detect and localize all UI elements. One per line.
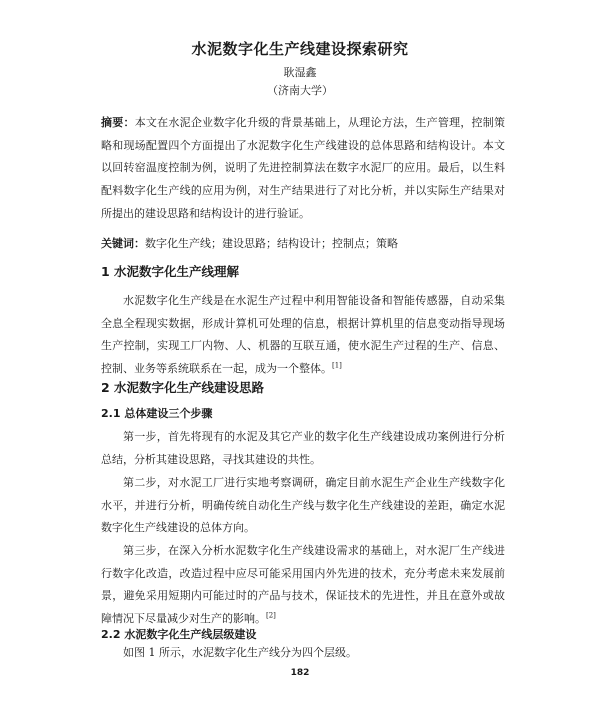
section-2-1-paragraph-3-text: 第三步，在深入分析水泥数字化生产线建设需求的基础上，对水泥厂生产线进行数字化改造，改造过程中应尽可能采用国内外先进的技术，充分考虑未来发展前景，避免采用短期内可能过时的产品与技术，保证技术的先进性，并且在意外或故障情况下尽量减少对生产的影响。 bbox=[101, 544, 505, 626]
abstract-text: 本文在水泥企业数字化升级的背景基础上，从理论方法，生产管理，控制策略和现场配置四个方面提出了水泥数字化生产线建设的总体思路和结构设计。本文以回转窑温度控制为例，说明了先进控制算法在数字水泥厂的应用。最后，以生料配料数字化生产线的应用为例，对生产结果进行了对比分析，并以实际生产结果对所提出的建设思路和结构设计的进行验证。 bbox=[101, 116, 505, 220]
page-number: 182 bbox=[290, 668, 310, 678]
abstract-label: 摘要： bbox=[101, 116, 135, 129]
section-2-1-paragraph-1: 第一步，首先将现有的水泥及其它产业的数字化生产线建设成功案例进行分析总结，分析其建设思路，寻找其建设的共性。 bbox=[101, 430, 505, 466]
citation-2: [2] bbox=[266, 611, 276, 620]
paper-title: 水泥数字化生产线建设探索研究 bbox=[191, 40, 409, 58]
keywords-text: 数字化生产线；建设思路；结构设计；控制点；策略 bbox=[145, 237, 398, 250]
section-2-1-heading: 2.1 总体建设三个步骤 bbox=[101, 407, 213, 420]
author-name: 耿湿鑫 bbox=[283, 66, 317, 79]
section-2-2-paragraph: 如图 1 所示，水泥数字化生产线分为四个层级。 bbox=[123, 646, 357, 659]
keywords bbox=[101, 233, 505, 256]
section-2-heading: 2 水泥数字化生产线建设思路 bbox=[101, 380, 265, 395]
keywords-label: 关键词： bbox=[101, 237, 145, 250]
author-affiliation: （济南大学） bbox=[267, 84, 333, 97]
section-2-1-paragraph-2: 第二步，对水泥工厂进行实地考察调研，确定目前水泥生产企业生产线数字化水平，并进行分析，明确传统自动化生产线与数字化生产线建设的差距，确定水泥数字化生产线建设的总体方向。 bbox=[101, 476, 505, 535]
section-1-paragraph-text: 水泥数字化生产线是在水泥生产过程中利用智能设备和智能传感器，自动采集全息全程现实数据，形成计算机可处理的信息，根据计算机里的信息变动指导现场生产控制，实现工厂内物、人、机器的互联互通，使水泥生产过程的生产、信息、控制、业务等系统联系在一起，成为一个整体。 bbox=[101, 294, 505, 376]
section-1-heading: 1 水泥数字化生产线理解 bbox=[101, 264, 240, 279]
section-1-paragraph bbox=[101, 290, 505, 381]
abstract bbox=[101, 112, 505, 226]
section-2-2-heading: 2.2 水泥数字化生产线层级建设 bbox=[101, 628, 257, 641]
section-2-1-paragraph-3 bbox=[101, 540, 505, 631]
citation-1: [1] bbox=[332, 361, 342, 370]
